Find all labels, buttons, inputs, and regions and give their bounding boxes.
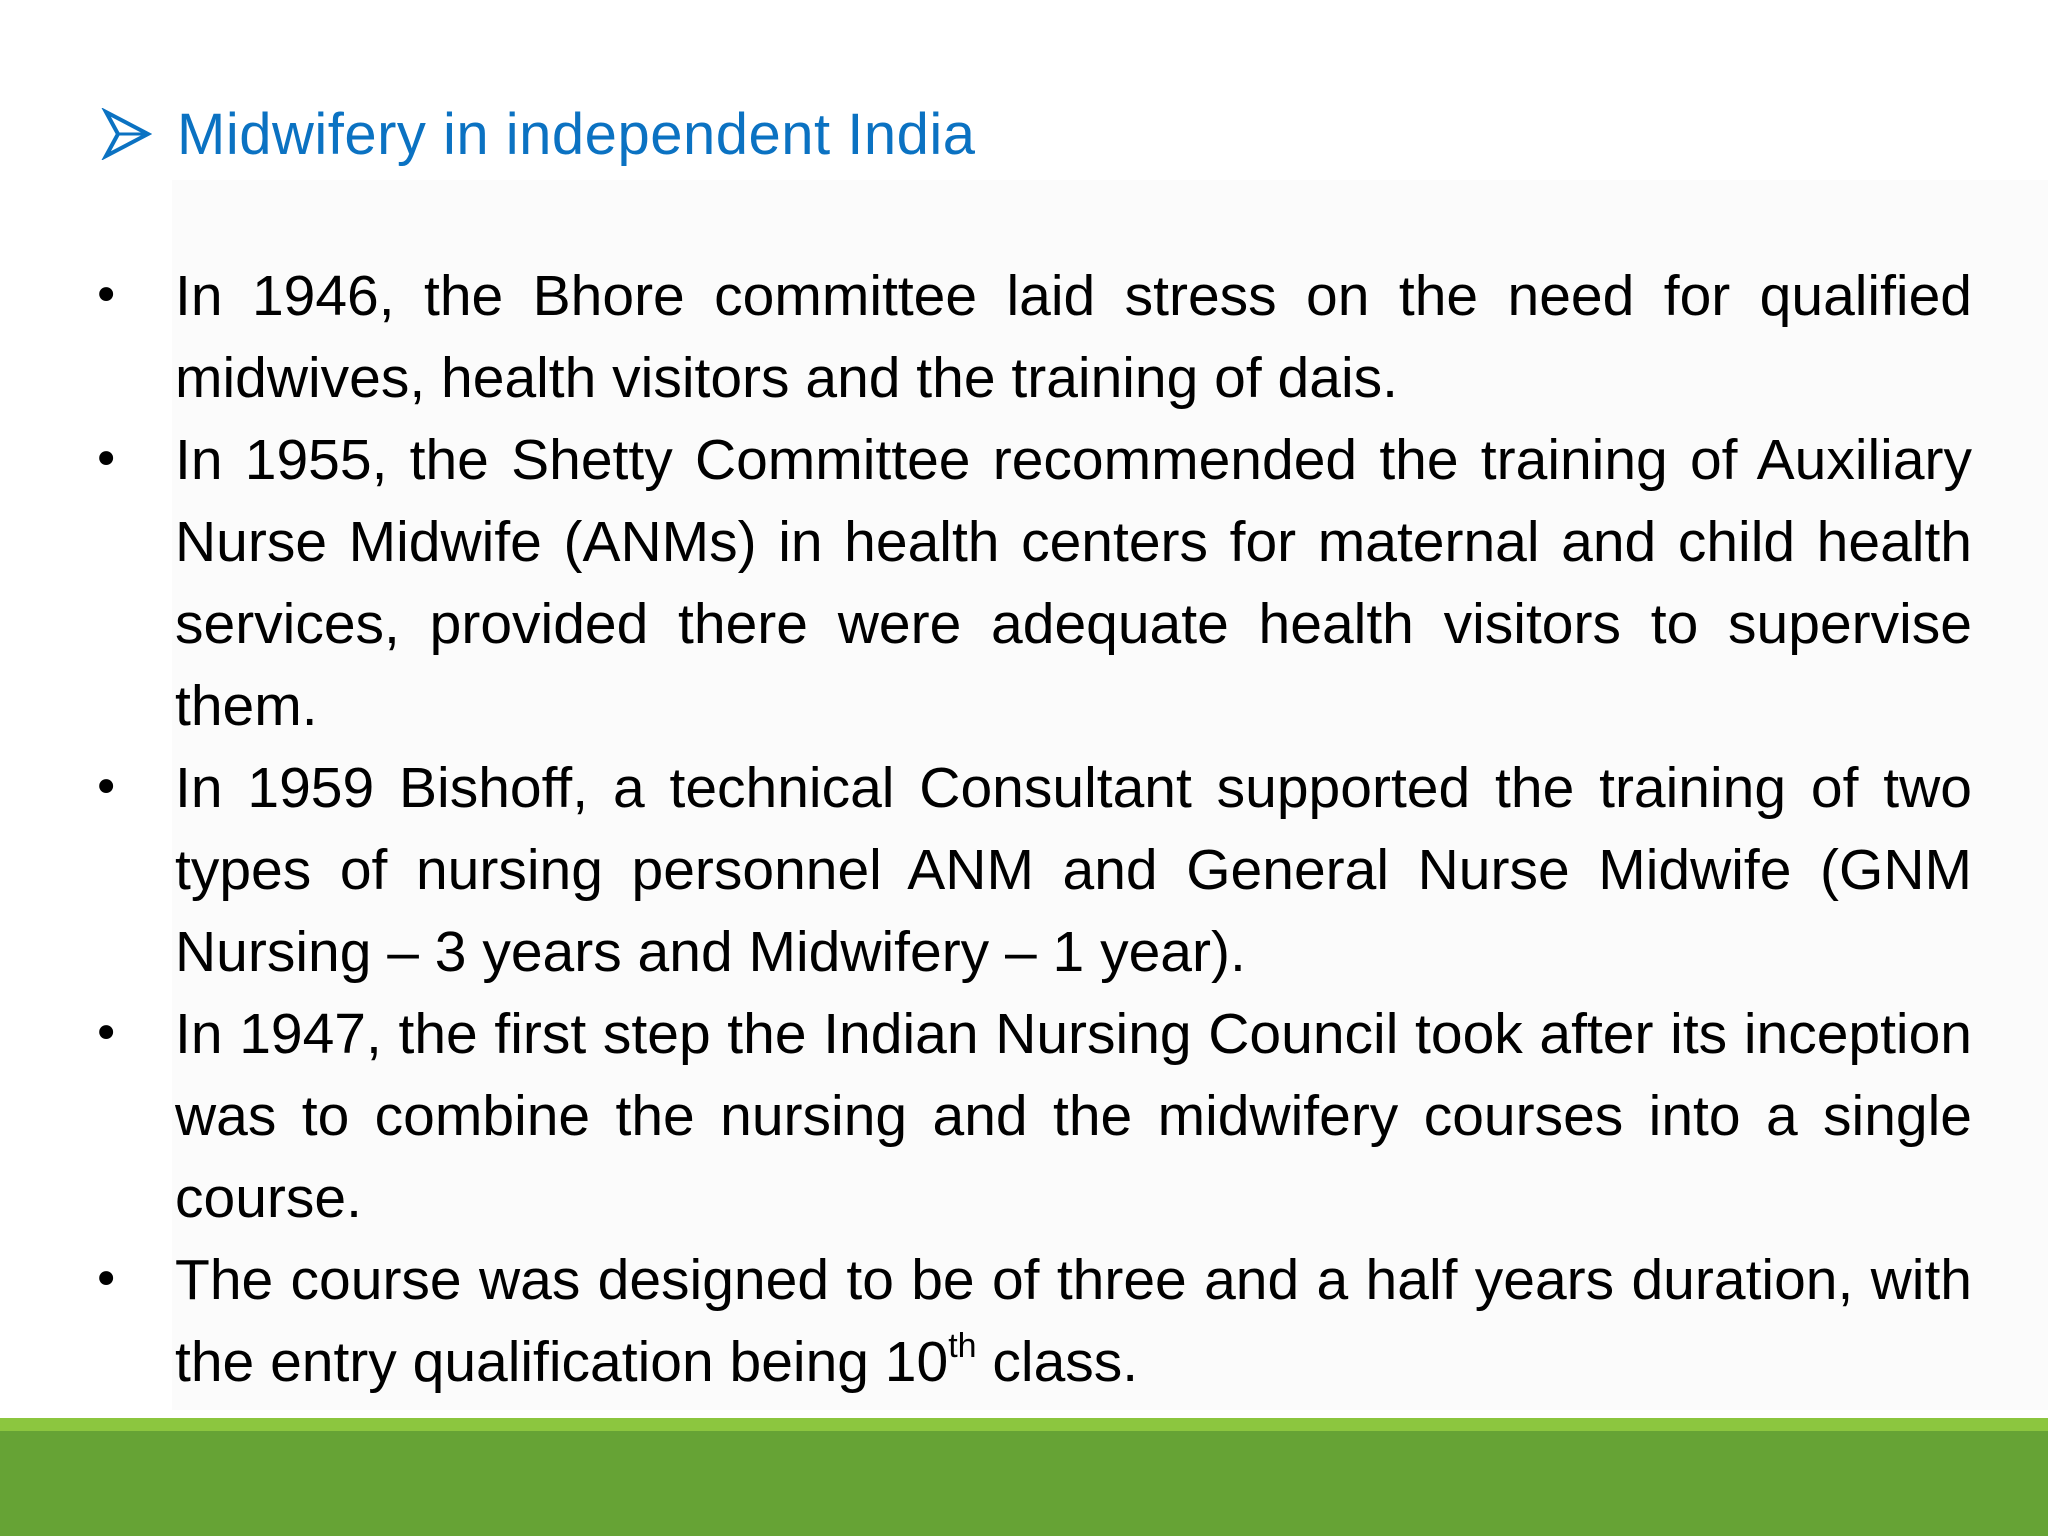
heading-text: Midwifery in independent India [177, 101, 976, 167]
bullet-text-start: The course was designed to be of three and a half years duration, with the entry qualification being 10 [175, 1248, 1972, 1394]
bullet-dot: • [92, 1006, 121, 1062]
bullet-list [92, 255, 1972, 1403]
bullet-text [175, 1239, 1972, 1403]
footer-accent-line [0, 1418, 2048, 1431]
list-item [92, 1239, 1972, 1403]
bullet-dot: • [92, 432, 121, 488]
bullet-text: In 1946, the Bhore committee laid stress on the need for qualified midwives, health visitors and the training of dais. [175, 264, 1972, 410]
arrow-bullet-icon [100, 108, 152, 160]
footer-band [0, 1431, 2048, 1536]
bullet-text: In 1959 Bishoff, a technical Consultant supported the training of two types of nursing personnel ANM and General Nurse Midwife (GNM Nursing – 3 years and Midwifery – 1 year). [175, 756, 1972, 984]
bullet-text: In 1947, the first step the Indian Nursing Council took after its inception was to combine the nursing and the midwifery courses into a single course. [175, 1002, 1972, 1230]
slide-heading [100, 94, 975, 174]
bullet-dot: • [92, 1252, 121, 1308]
list-item [92, 993, 1972, 1239]
list-item [92, 419, 1972, 747]
list-item [92, 255, 1972, 419]
bullet-dot: • [92, 760, 121, 816]
bullet-dot: • [92, 268, 121, 324]
bullet-text: In 1955, the Shetty Committee recommended the training of Auxiliary Nurse Midwife (ANMs) in health centers for maternal and child health services, provided there were adequate health visitors to supervise them. [175, 428, 1972, 738]
ordinal-superscript: th [948, 1327, 977, 1365]
list-item [92, 747, 1972, 993]
bullet-text-end: class. [976, 1330, 1139, 1394]
